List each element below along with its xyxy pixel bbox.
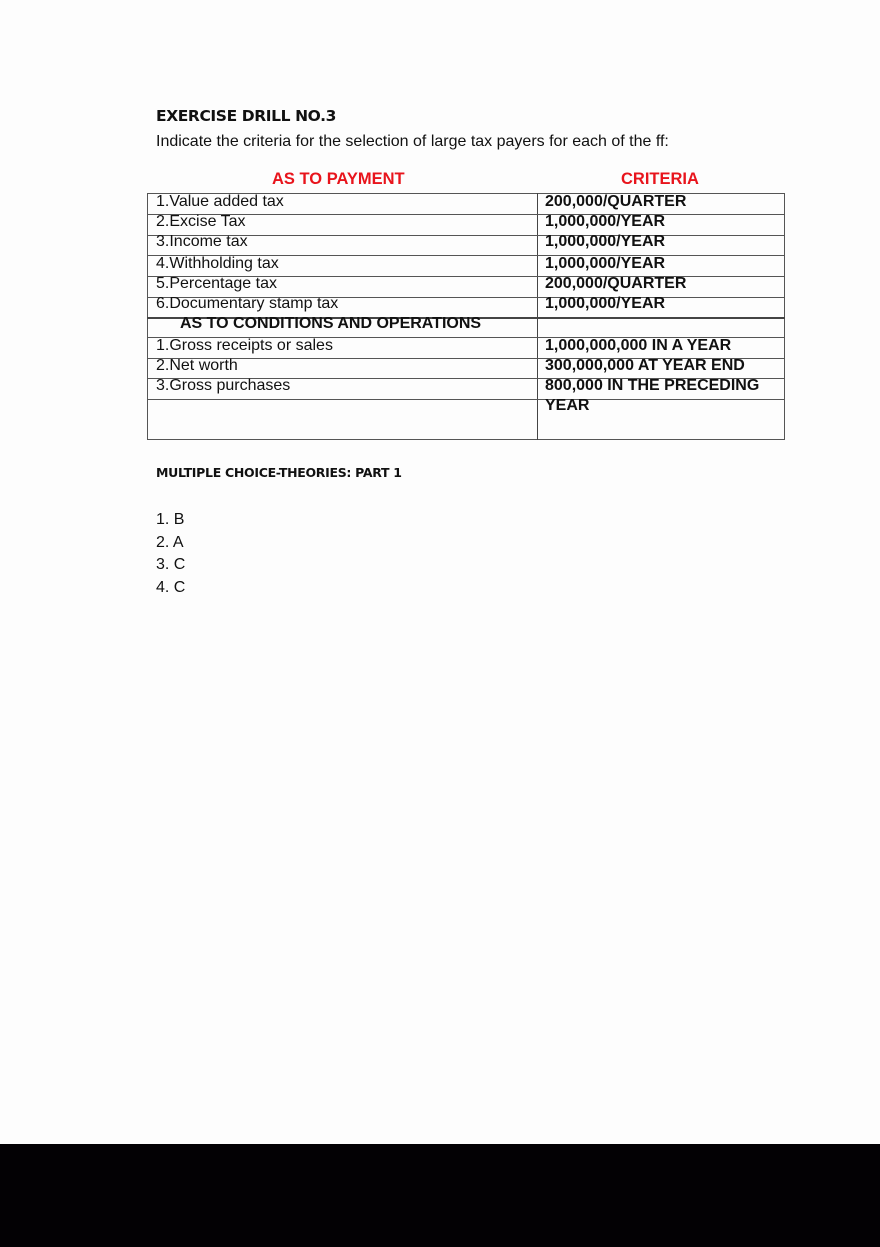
multiple-choice-title: MULTIPLE CHOICE-THEORIES: PART 1 bbox=[156, 465, 402, 480]
table-row-criteria: 1,000,000/YEAR bbox=[545, 255, 666, 272]
table-row-criteria: 200,000/QUARTER bbox=[545, 193, 687, 210]
table-row-criteria: 1,000,000/YEAR bbox=[545, 295, 666, 312]
table-row-item: 4.Withholding tax bbox=[156, 255, 279, 272]
answer-item: 2. A bbox=[156, 533, 184, 551]
table-row-item: 2.Net worth bbox=[156, 357, 238, 374]
table-row-criteria: 800,000 IN THE PRECEDING bbox=[545, 377, 760, 394]
table-row-criteria: 1,000,000/YEAR bbox=[545, 233, 666, 250]
table-row-item: 1.Value added tax bbox=[156, 193, 284, 210]
table-row-criteria: 300,000,000 AT YEAR END bbox=[545, 357, 745, 374]
table-row-item: 6.Documentary stamp tax bbox=[156, 295, 339, 312]
table-row-criteria: 1,000,000/YEAR bbox=[545, 213, 666, 230]
section-heading: AS TO CONDITIONS AND OPERATIONS bbox=[180, 315, 482, 332]
table-row-item: 1.Gross receipts or sales bbox=[156, 337, 333, 354]
row-divider bbox=[147, 399, 785, 400]
column-header-criteria: CRITERIA bbox=[621, 170, 699, 188]
table-row-item: 3.Income tax bbox=[156, 233, 248, 250]
table-row-item: 2.Excise Tax bbox=[156, 213, 246, 230]
instruction-text: Indicate the criteria for the selection of large tax payers for each of the ff: bbox=[156, 133, 669, 150]
bottom-black-bar bbox=[0, 1144, 880, 1247]
answer-item: 3. C bbox=[156, 556, 186, 573]
column-header-payment: AS TO PAYMENT bbox=[272, 170, 405, 188]
table-row-criteria: 1,000,000,000 IN A YEAR bbox=[545, 337, 732, 354]
answer-item: 4. C bbox=[156, 578, 186, 596]
answer-item: 1. B bbox=[156, 511, 185, 528]
table-row-item: 3.Gross purchases bbox=[156, 377, 291, 394]
table-row-item: 5.Percentage tax bbox=[156, 275, 277, 292]
page-title: EXERCISE DRILL NO.3 bbox=[156, 107, 336, 125]
answer-list bbox=[156, 509, 185, 599]
table-overflow-text: YEAR bbox=[545, 397, 590, 414]
table-row-criteria: 200,000/QUARTER bbox=[545, 275, 687, 292]
